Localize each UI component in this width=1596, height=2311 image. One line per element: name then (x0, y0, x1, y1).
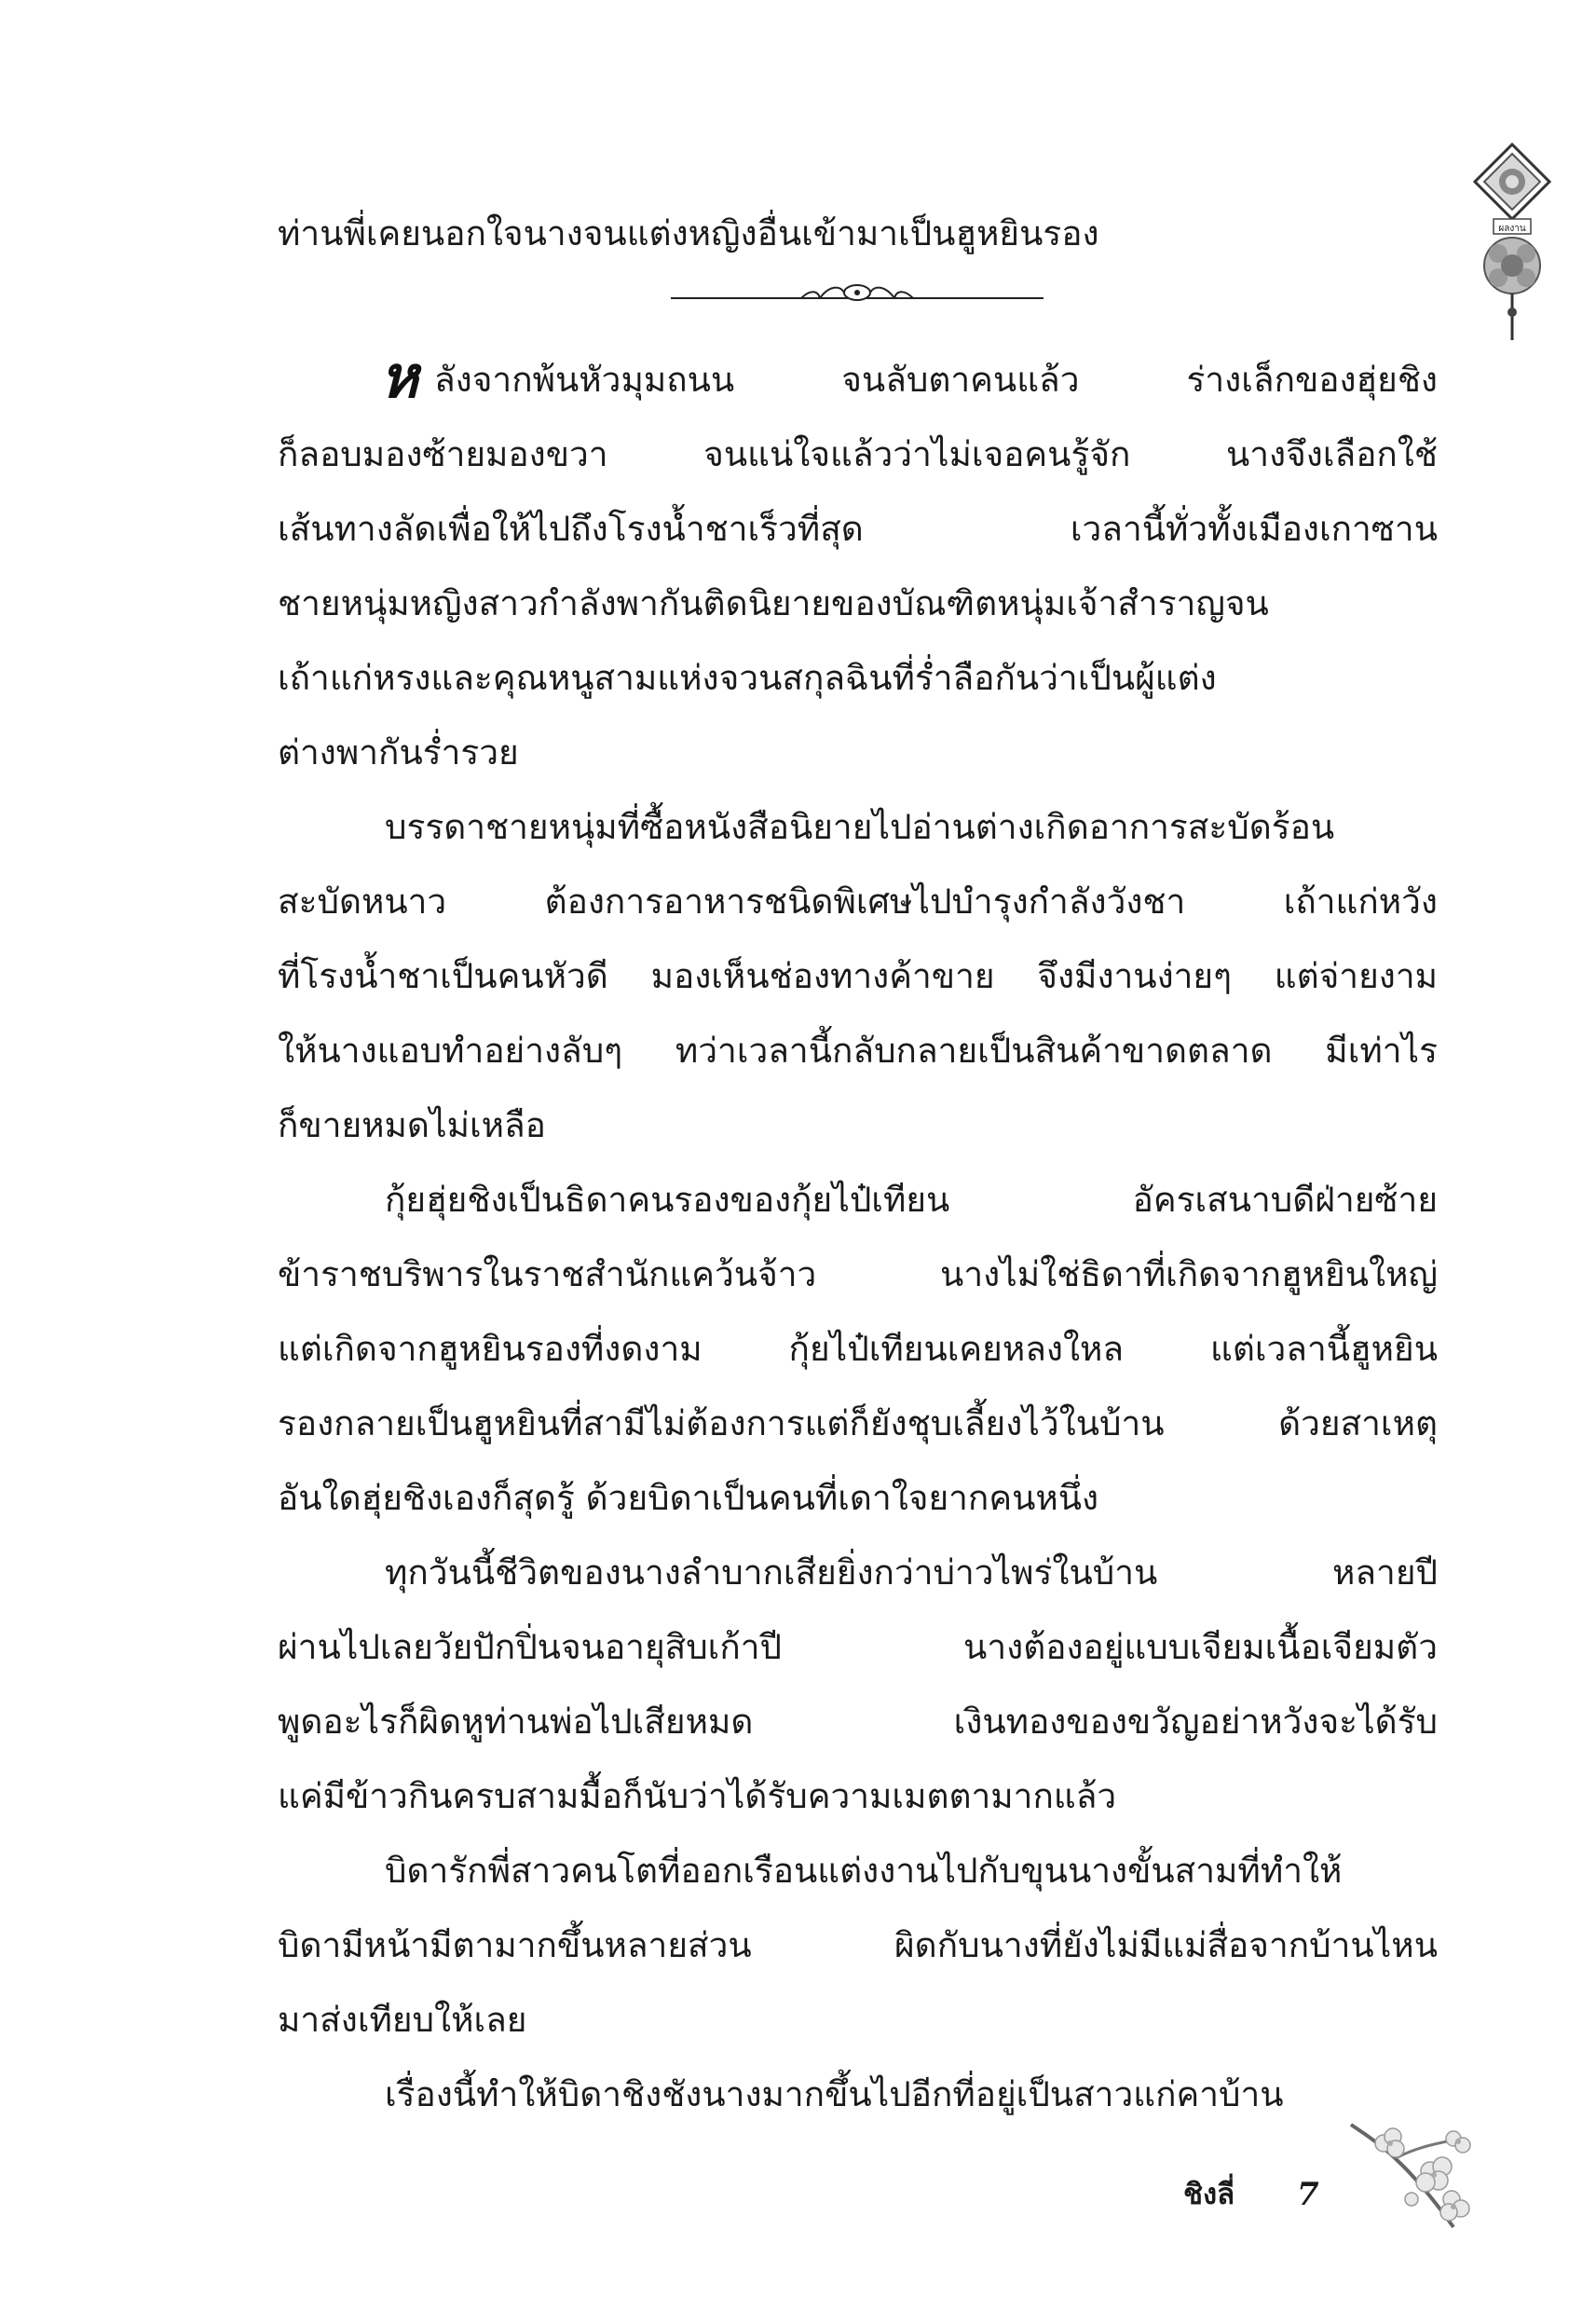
publisher-emblem-ornament (1461, 140, 1563, 345)
paragraph-line: ก็ขายหมดไม่เหลือ (278, 1105, 546, 1145)
paragraph-line: แต่เกิดจากฮูหยินรองที่งดงาม กุ้ยไป๋เทียนเคยหลงใหล แต่เวลานี้ฮูหยิน (278, 1329, 1438, 1369)
paragraph-line: ข้าราชบริพารในราชสำนักแคว้นจ้าว นางไม่ใช่ธิดาที่เกิดจากฮูหยินใหญ่ (278, 1254, 1438, 1294)
paragraph-line: ชายหนุ่มหญิงสาวกำลังพากันติดนิยายของบัณฑิตหนุ่มเจ้าสำราญจน (278, 583, 1269, 623)
paragraph-line: เส้นทางลัดเพื่อให้ไปถึงโรงน้ำชาเร็วที่สุด เวลานี้ทั่วทั้งเมืองเกาซาน (278, 509, 1438, 549)
body-text (278, 343, 1438, 2132)
paragraph-1-line-1-text: ลังจากพ้นหัวมุมถนน จนลับตาคนแล้ว ร่างเล็กของฮุ่ยชิง (434, 360, 1438, 400)
paragraph-line: มาส่งเทียบให้เลย (278, 2000, 527, 2040)
paragraph-line: ให้นางแอบทำอย่างลับๆ ทว่าเวลานี้กลับกลายเป็นสินค้าขาดตลาด มีเท่าไร (278, 1031, 1438, 1071)
paragraph-line: ที่โรงน้ำชาเป็นคนหัวดี มองเห็นช่องทางค้าขาย จึงมีงานง่ายๆ แต่จ่ายงาม (278, 956, 1438, 996)
paragraph-line: ต่างพากันร่ำรวย (278, 732, 519, 773)
paragraph-line: อันใดฮุ่ยชิงเองก็สุดรู้ ด้วยบิดาเป็นคนที่เดาใจยากคนหนึ่ง (278, 1478, 1099, 1518)
book-title: ชิงลี่ (1183, 2178, 1235, 2211)
chapter-title: ท่านพี่เคยนอกใจนางจนแต่งหญิงอื่นเข้ามาเป็นฮูหยินรอง (278, 213, 1099, 253)
page-number: 7 (1297, 2176, 1319, 2213)
paragraph-line: สะบัดหนาว ต้องการอาหารชนิดพิเศษไปบำรุงกำลังวังชา เถ้าแก่หวัง (278, 882, 1438, 922)
paragraph-line: ผ่านไปเลยวัยปักปิ่นจนอายุสิบเก้าปี นางต้องอยู่แบบเจียมเนื้อเจียมตัว (278, 1627, 1438, 1667)
paragraph-1-line-1 (278, 343, 1438, 417)
paragraph-line: เถ้าแก่หรงและคุณหนูสามแห่งจวนสกุลฉินที่ร่ำลือกันว่าเป็นผู้แต่ง (278, 658, 1217, 698)
chapter-divider-ornament (671, 278, 1044, 315)
paragraph-line: บิดามีหน้ามีตามากขึ้นหลายส่วน ผิดกับนางที่ยังไม่มีแม่สื่อจากบ้านไหน (278, 1925, 1438, 1965)
paragraph-line: รองกลายเป็นฮูหยินที่สามีไม่ต้องการแต่ก็ยังชุบเลี้ยงไว้ในบ้าน ด้วยสาเหตุ (278, 1403, 1438, 1443)
paragraph-line: เรื่องนี้ทำให้บิดาชิงชังนางมากขึ้นไปอีกที่อยู่เป็นสาวแก่คาบ้าน (385, 2074, 1284, 2114)
paragraph-line: พูดอะไรก็ผิดหูท่านพ่อไปเสียหมด เงินทองของขวัญอย่าหวังจะได้รับ (278, 1702, 1438, 1742)
emblem-label: ผลงาน (1498, 224, 1526, 234)
paragraph-line: แค่มีข้าวกินครบสามมื้อก็นับว่าได้รับความเมตตามากแล้ว (278, 1776, 1117, 1816)
plum-blossom-decoration (1342, 2106, 1481, 2246)
paragraph-line: กุ้ยฮุ่ยชิงเป็นธิดาคนรองของกุ้ยไป๋เทียน อัครเสนาบดีฝ่ายซ้าย (385, 1180, 1438, 1220)
drop-cap: ห (380, 343, 418, 411)
paragraph-line: บรรดาชายหนุ่มที่ซื้อหนังสือนิยายไปอ่านต่างเกิดอาการสะบัดร้อน (385, 807, 1335, 847)
paragraph-line: ทุกวันนี้ชีวิตของนางลำบากเสียยิ่งกว่าบ่าวไพร่ในบ้าน หลายปี (385, 1552, 1438, 1593)
paragraph-line: บิดารักพี่สาวคนโตที่ออกเรือนแต่งงานไปกับขุนนางขั้นสามที่ทำให้ (385, 1851, 1343, 1891)
paragraph-line: ก็ลอบมองซ้ายมองขวา จนแน่ใจแล้วว่าไม่เจอคนรู้จัก นางจึงเลือกใช้ (278, 434, 1438, 474)
